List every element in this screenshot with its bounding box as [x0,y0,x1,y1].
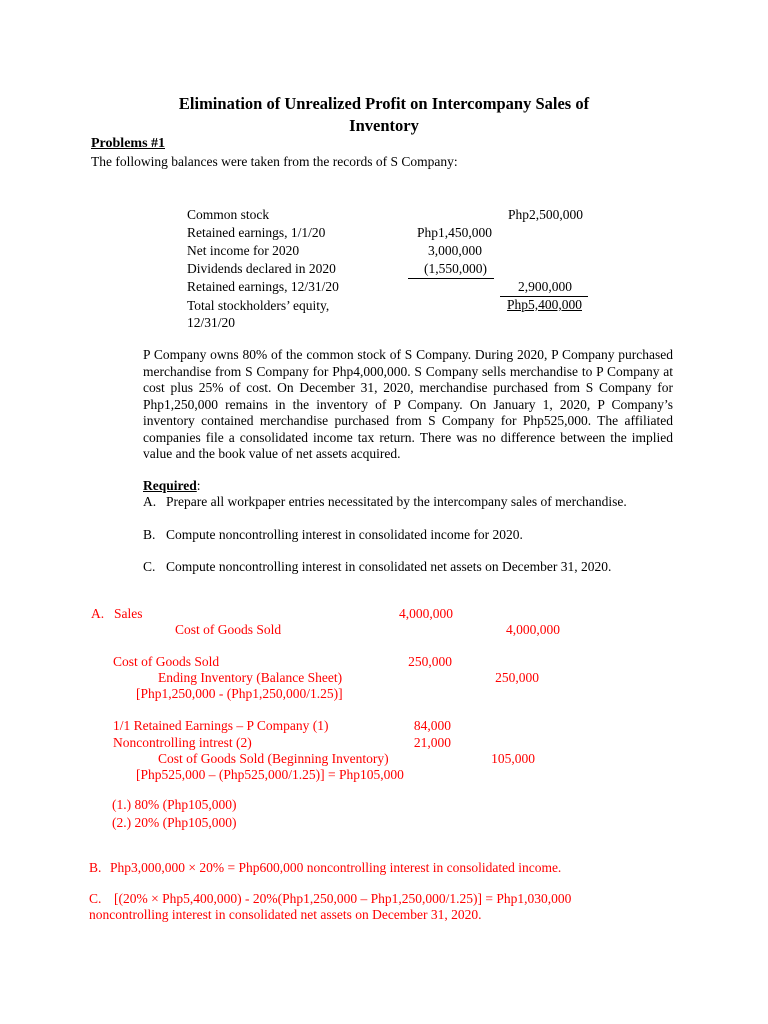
common-stock-label: Common stock [187,207,270,222]
document-title-line-1: Elimination of Unrealized Profit on Intercompany Sales of [178,94,590,113]
answer-c-line-1: [(20% × Php5,400,000) - 20%(Php1,250,000 – Php1,250,000/1.25)] = Php1,030,000 [114,891,572,906]
required-label: Required [143,478,197,493]
entry3-debit-1-amount: 84,000 [413,718,451,733]
problem-heading: Problems #1 [91,136,166,151]
required-c-text: Compute noncontrolling interest in consolidated net assets on December 31, 2020. [166,559,612,574]
re-beg-label: Retained earnings, 1/1/20 [187,225,326,240]
entry1-credit: Cost of Goods Sold [175,622,282,637]
answer-a-letter: A. [91,606,105,621]
subtotal-rule [408,278,494,279]
entry2-debit-amount: 250,000 [408,654,452,669]
entry2-debit: Cost of Goods Sold [113,654,220,669]
footnote-1: (1.) 80% (Php105,000) [112,797,237,812]
entry1-debit-amount: 4,000,000 [399,606,453,621]
net-income-value: 3,000,000 [428,243,482,258]
entry2-credit: Ending Inventory (Balance Sheet) [158,670,343,685]
total-label-1: Total stockholders’ equity, [187,298,330,313]
re-end-value: 2,900,000 [518,279,572,294]
footnote-2: (2.) 20% (Php105,000) [112,815,237,830]
required-a-letter: A. [143,494,157,509]
required-b-letter: B. [143,527,156,542]
dividends-label: Dividends declared in 2020 [187,261,336,276]
entry3-debit-2: Noncontrolling intrest (2) [113,735,252,750]
required-colon: : [196,478,201,493]
entry2-note: [Php1,250,000 - (Php1,250,000/1.25)] [136,686,343,701]
dividends-value: (1,550,000) [424,261,487,276]
answer-b-text: Php3,000,000 × 20% = Php600,000 noncontrolling interest in consolidated income. [110,860,562,875]
entry1-debit: Sales [114,606,143,621]
required-b-text: Compute noncontrolling interest in consolidated income for 2020. [166,527,523,542]
common-stock-value: Php2,500,000 [507,207,583,222]
answer-c-line-2: noncontrolling interest in consolidated net assets on December 31, 2020. [89,907,482,922]
re-end-label: Retained earnings, 12/31/20 [187,279,339,294]
total-label-2: 12/31/20 [187,315,236,330]
intro-text: The following balances were taken from the records of S Company: [91,154,458,169]
entry3-credit: Cost of Goods Sold (Beginning Inventory) [158,751,389,766]
entry3-note: [Php525,000 – (Php525,000/1.25)] = Php105,000 [136,767,404,782]
required-a-text: Prepare all workpaper entries necessitated by the intercompany sales of merchandise. [166,494,627,509]
required-c-letter: C. [143,559,156,574]
answer-b-letter: B. [89,860,102,875]
entry1-credit-amount: 4,000,000 [506,622,560,637]
entry3-credit-amount: 105,000 [491,751,535,766]
problem-paragraph: P Company owns 80% of the common stock of S Company. During 2020, P Company purchased merchandise from S Company for Php4,000,000. S Company sells merchandise to P Company at cost plus 25% of cost. On December 31, 2020, merchandise purchased from S Company for Php1,250,000 remains in the inventory of P Company. On January 1, 2020, P Company’s inventory contained merchandise purchased from S Company for Php525,000. The affiliated companies file a consolidated income tax return. There was no difference between the implied value and the book value of net assets acquired. [143,347,673,461]
document-title-line-2: Inventory [349,116,419,135]
net-income-label: Net income for 2020 [187,243,300,258]
entry3-debit-2-amount: 21,000 [413,735,451,750]
entry3-debit-1: 1/1 Retained Earnings – P Company (1) [113,718,329,733]
re-beg-value: Php1,450,000 [416,225,492,240]
required-heading [143,478,201,494]
answer-c-letter: C. [89,891,102,906]
entry2-credit-amount: 250,000 [495,670,539,685]
total-value: Php5,400,000 [506,297,582,312]
